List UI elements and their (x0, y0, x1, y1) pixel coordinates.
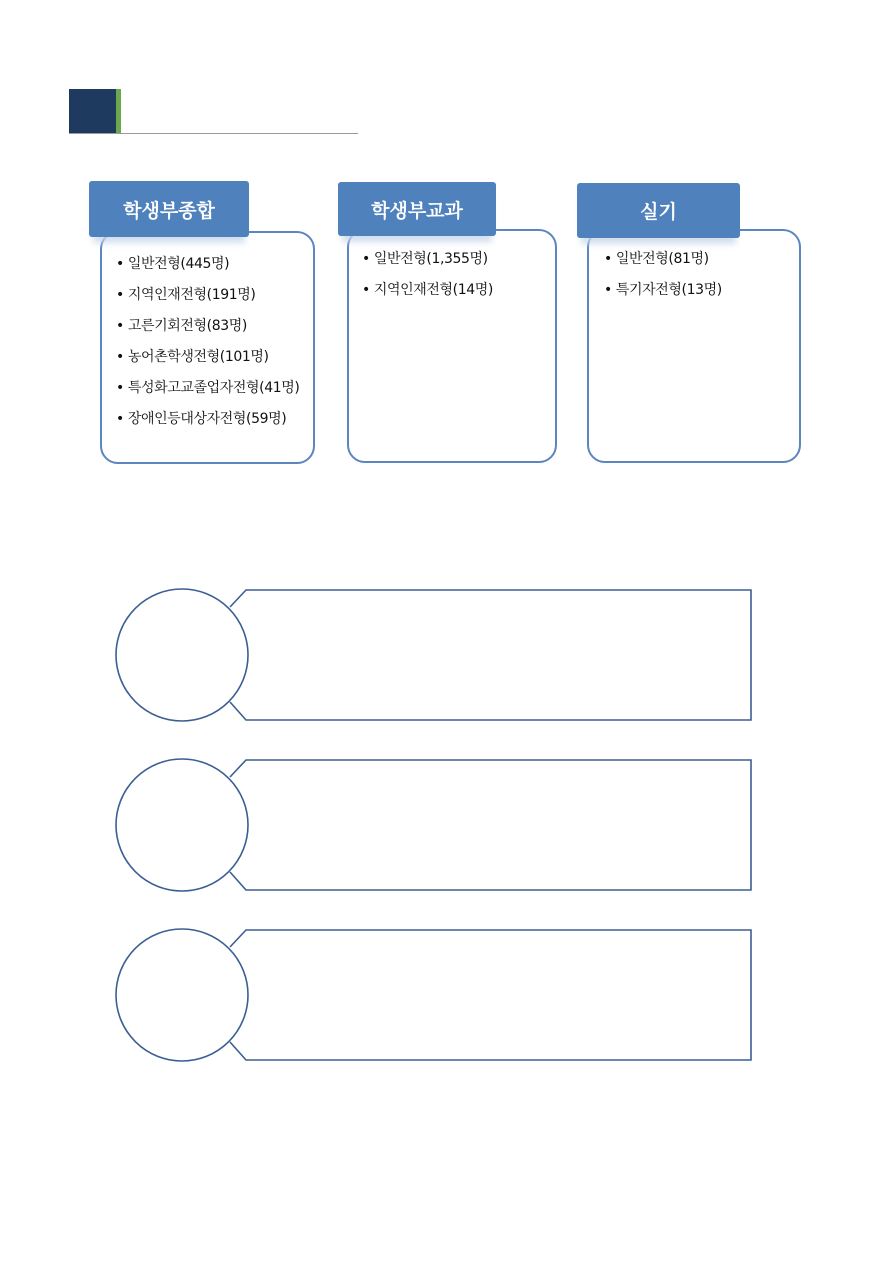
list-item: • 특성화고교졸업자전형(41명) (116, 378, 299, 409)
list-item: • 농어촌학생전형(101명) (116, 347, 299, 378)
category-title-2: 학생부교과 (371, 199, 463, 222)
list-item: • 일반전형(1,355명) (362, 249, 493, 280)
list-item: • 특기자전형(13명) (604, 280, 722, 311)
callout-circle-2 (116, 759, 248, 891)
callout-3 (116, 929, 751, 1061)
callout-circle-1 (116, 589, 248, 721)
list-item: • 장애인등대상자전형(59명) (116, 409, 299, 440)
callout-2 (116, 759, 751, 891)
list-item: • 일반전형(445명) (116, 254, 299, 285)
callout-box-3 (230, 930, 751, 1060)
list-item: • 일반전형(81명) (604, 249, 722, 280)
category-title-1: 학생부종합 (123, 199, 215, 222)
callout-box-2 (230, 760, 751, 890)
callout-box-1 (230, 590, 751, 720)
list-item: • 고른기회전형(83명) (116, 316, 299, 347)
list-item: • 지역인재전형(14명) (362, 280, 493, 311)
list-item: • 지역인재전형(191명) (116, 285, 299, 316)
callout-1 (116, 589, 751, 721)
callout-circle-3 (116, 929, 248, 1061)
category-title-3: 실기 (640, 201, 677, 223)
